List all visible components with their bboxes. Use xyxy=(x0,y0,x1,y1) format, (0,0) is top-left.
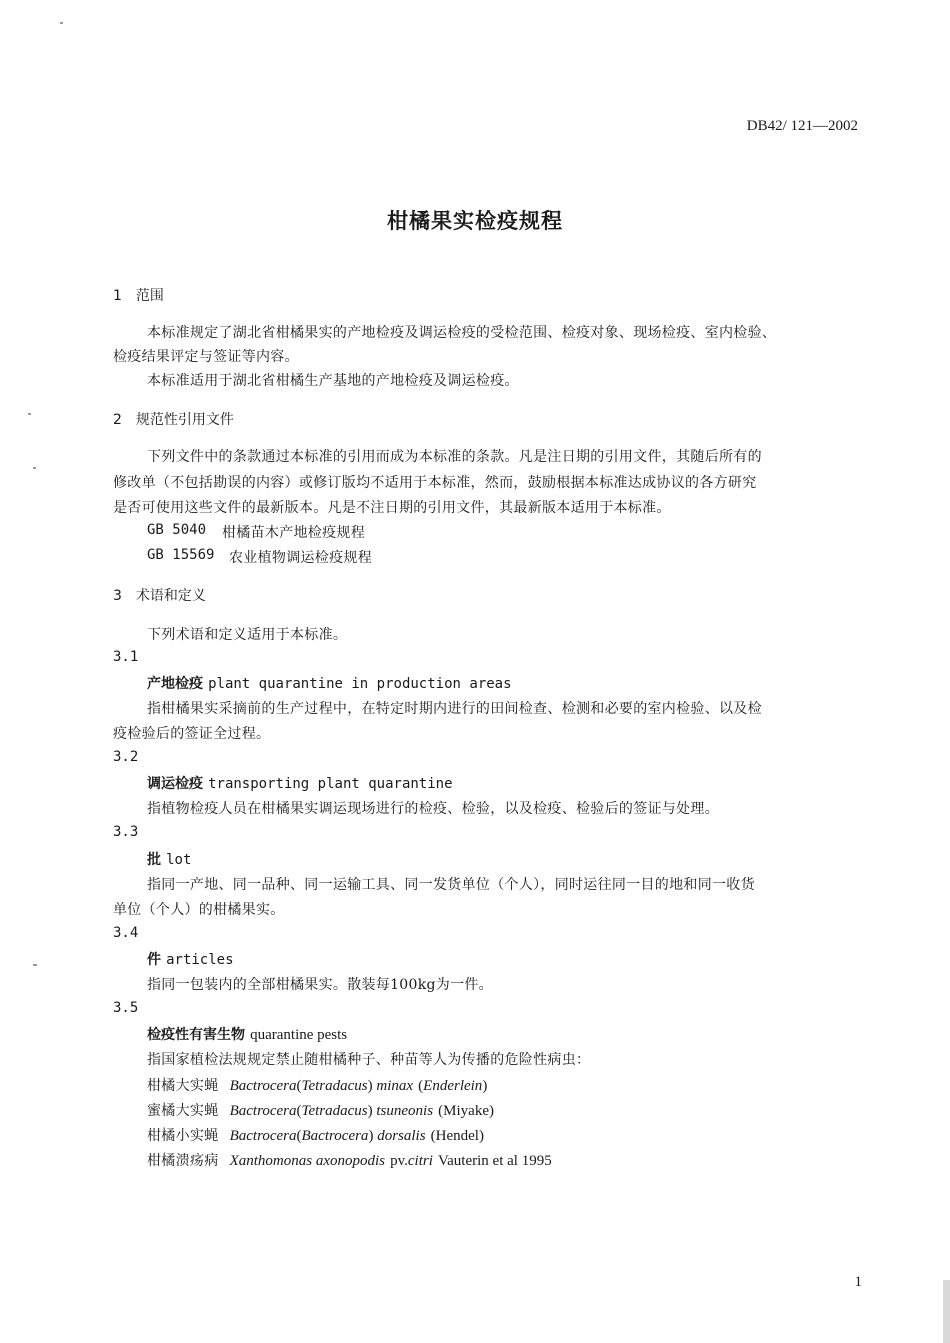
scan-speck xyxy=(28,413,31,415)
term-definition-line: 指同一产地、同一品种、同一运输工具、同一发货单位（个人），同时运往同一目的地和同一收货 xyxy=(147,877,755,893)
pest-species: minax xyxy=(376,1078,414,1094)
pest-subgenus: Bactrocera xyxy=(301,1128,369,1144)
term-heading xyxy=(147,849,191,869)
term-heading xyxy=(147,949,234,969)
term-heading xyxy=(147,773,453,793)
pest-genus: Bactrocera xyxy=(229,1078,297,1094)
pest-genus: Xanthomonas axonopodis xyxy=(229,1153,386,1169)
pest-species: dorsalis xyxy=(377,1128,426,1144)
document-code: DB42/ 121—2002 xyxy=(746,118,858,134)
pest-item xyxy=(147,1150,552,1170)
term-number: 3.3 xyxy=(113,824,139,840)
pest-pathovar: citri xyxy=(407,1153,433,1169)
page-number: 1 xyxy=(854,1274,862,1290)
pest-genus: Bactrocera xyxy=(229,1128,297,1144)
scan-speck xyxy=(60,22,63,24)
pest-cn-name: 柑橘小实蝇 xyxy=(147,1128,219,1144)
pest-item: 蜜橘大实蝇 Bactrocera(Tetradacus) tsuneonis (Miyake) xyxy=(147,1103,494,1119)
s2-paragraph-line: 修改单（不包括勘误的内容）或修订版均不适用于本标准，然而，鼓励根据本标准达成协议的各方研究 xyxy=(113,475,757,491)
s1-paragraph-2: 本标准适用于湖北省柑橘生产基地的产地检疫及调运检疫。 xyxy=(147,373,519,389)
term-cn: 产地检疫 xyxy=(147,676,203,692)
term-cn: 检疫性有害生物 xyxy=(147,1027,245,1043)
term-number: 3.2 xyxy=(113,749,139,765)
s2-paragraph-line: 下列文件中的条款通过本标准的引用而成为本标准的条款。凡是注日期的引用文件，其随后所有的 xyxy=(147,449,762,465)
section-3-heading: 3 术语和定义 xyxy=(113,588,206,604)
pest-subgenus: Tetradacus xyxy=(301,1103,368,1119)
scan-speck xyxy=(33,964,37,966)
term-en: quarantine pests xyxy=(250,1027,348,1043)
term-en: articles xyxy=(166,952,234,968)
term-definition-line: 单位（个人）的柑橘果实。 xyxy=(113,902,285,918)
term-definition-line: 疫检验后的签证全过程。 xyxy=(113,726,271,742)
term-definition-line: 指柑橘果实采摘前的生产过程中，在特定时期内进行的田间检查、检测和必要的室内检验、以及检 xyxy=(147,701,762,717)
term-heading xyxy=(147,673,512,693)
pest-author: Hendel xyxy=(435,1128,479,1144)
s1-paragraph-line: 检疫结果评定与签证等内容。 xyxy=(113,349,299,365)
pest-cn-name: 柑橘大实蝇 xyxy=(147,1078,219,1094)
scan-speck xyxy=(33,467,36,469)
pest-author: Vauterin et al 1995 xyxy=(437,1153,552,1169)
section-2-heading: 2 规范性引用文件 xyxy=(113,412,234,428)
reference-name: 农业植物调运检疫规程 xyxy=(229,550,372,566)
term-en: plant quarantine in production areas xyxy=(208,676,512,692)
reference-code: GB 5040 xyxy=(147,522,207,538)
term-definition-line: 指同一包装内的全部柑橘果实。散装每100kg为一件。 xyxy=(147,977,493,993)
term-heading xyxy=(147,1024,347,1044)
term-definition-line: 指植物检疫人员在柑橘果实调运现场进行的检疫、检验，以及检疫、检验后的签证与处理。 xyxy=(147,801,719,817)
s3-intro: 下列术语和定义适用于本标准。 xyxy=(147,627,348,643)
term-number: 3.4 xyxy=(113,925,139,941)
term-number: 3.5 xyxy=(113,1000,139,1016)
pest-species: tsuneonis xyxy=(376,1103,434,1119)
pest-genus: Bactrocera xyxy=(229,1103,297,1119)
page-edge xyxy=(943,1280,950,1343)
s2-paragraph-line: 是否可使用这些文件的最新版本。凡是不注日期的引用文件，其最新版本适用于本标准。 xyxy=(113,500,671,516)
page-title: 柑橘果实检疫规程 xyxy=(387,209,563,233)
pest-cn-name: 蜜橘大实蝇 xyxy=(147,1103,219,1119)
term-cn: 批 xyxy=(147,852,161,868)
term-definition-line: 指国家植检法规规定禁止随柑橘种子、种苗等人为传播的危险性病虫： xyxy=(147,1052,591,1068)
pest-author: Enderlein xyxy=(423,1078,483,1094)
pest-cn-name: 柑橘溃疡病 xyxy=(147,1153,219,1169)
pest-pathovar-prefix: pv. xyxy=(390,1153,408,1169)
term-cn: 件 xyxy=(147,952,161,968)
pest-subgenus: Tetradacus xyxy=(301,1078,368,1094)
pest-author: Miyake xyxy=(443,1103,489,1119)
section-1-heading: 1 范围 xyxy=(113,288,164,304)
pest-item: 柑橘大实蝇 Bactrocera(Tetradacus) minax (Enderlein) xyxy=(147,1078,488,1094)
term-number: 3.1 xyxy=(113,649,139,665)
term-en: lot xyxy=(166,852,192,868)
pest-item: 柑橘小实蝇 Bactrocera(Bactrocera) dorsalis (Hendel) xyxy=(147,1128,484,1144)
s1-paragraph-line: 本标准规定了湖北省柑橘果实的产地检疫及调运检疫的受检范围、检疫对象、现场检疫、室内检验、 xyxy=(147,325,777,341)
reference-name: 柑橘苗木产地检疫规程 xyxy=(222,525,365,541)
term-cn: 调运检疫 xyxy=(147,776,203,792)
reference-code: GB 15569 xyxy=(147,547,215,563)
term-en: transporting plant quarantine xyxy=(208,776,453,792)
